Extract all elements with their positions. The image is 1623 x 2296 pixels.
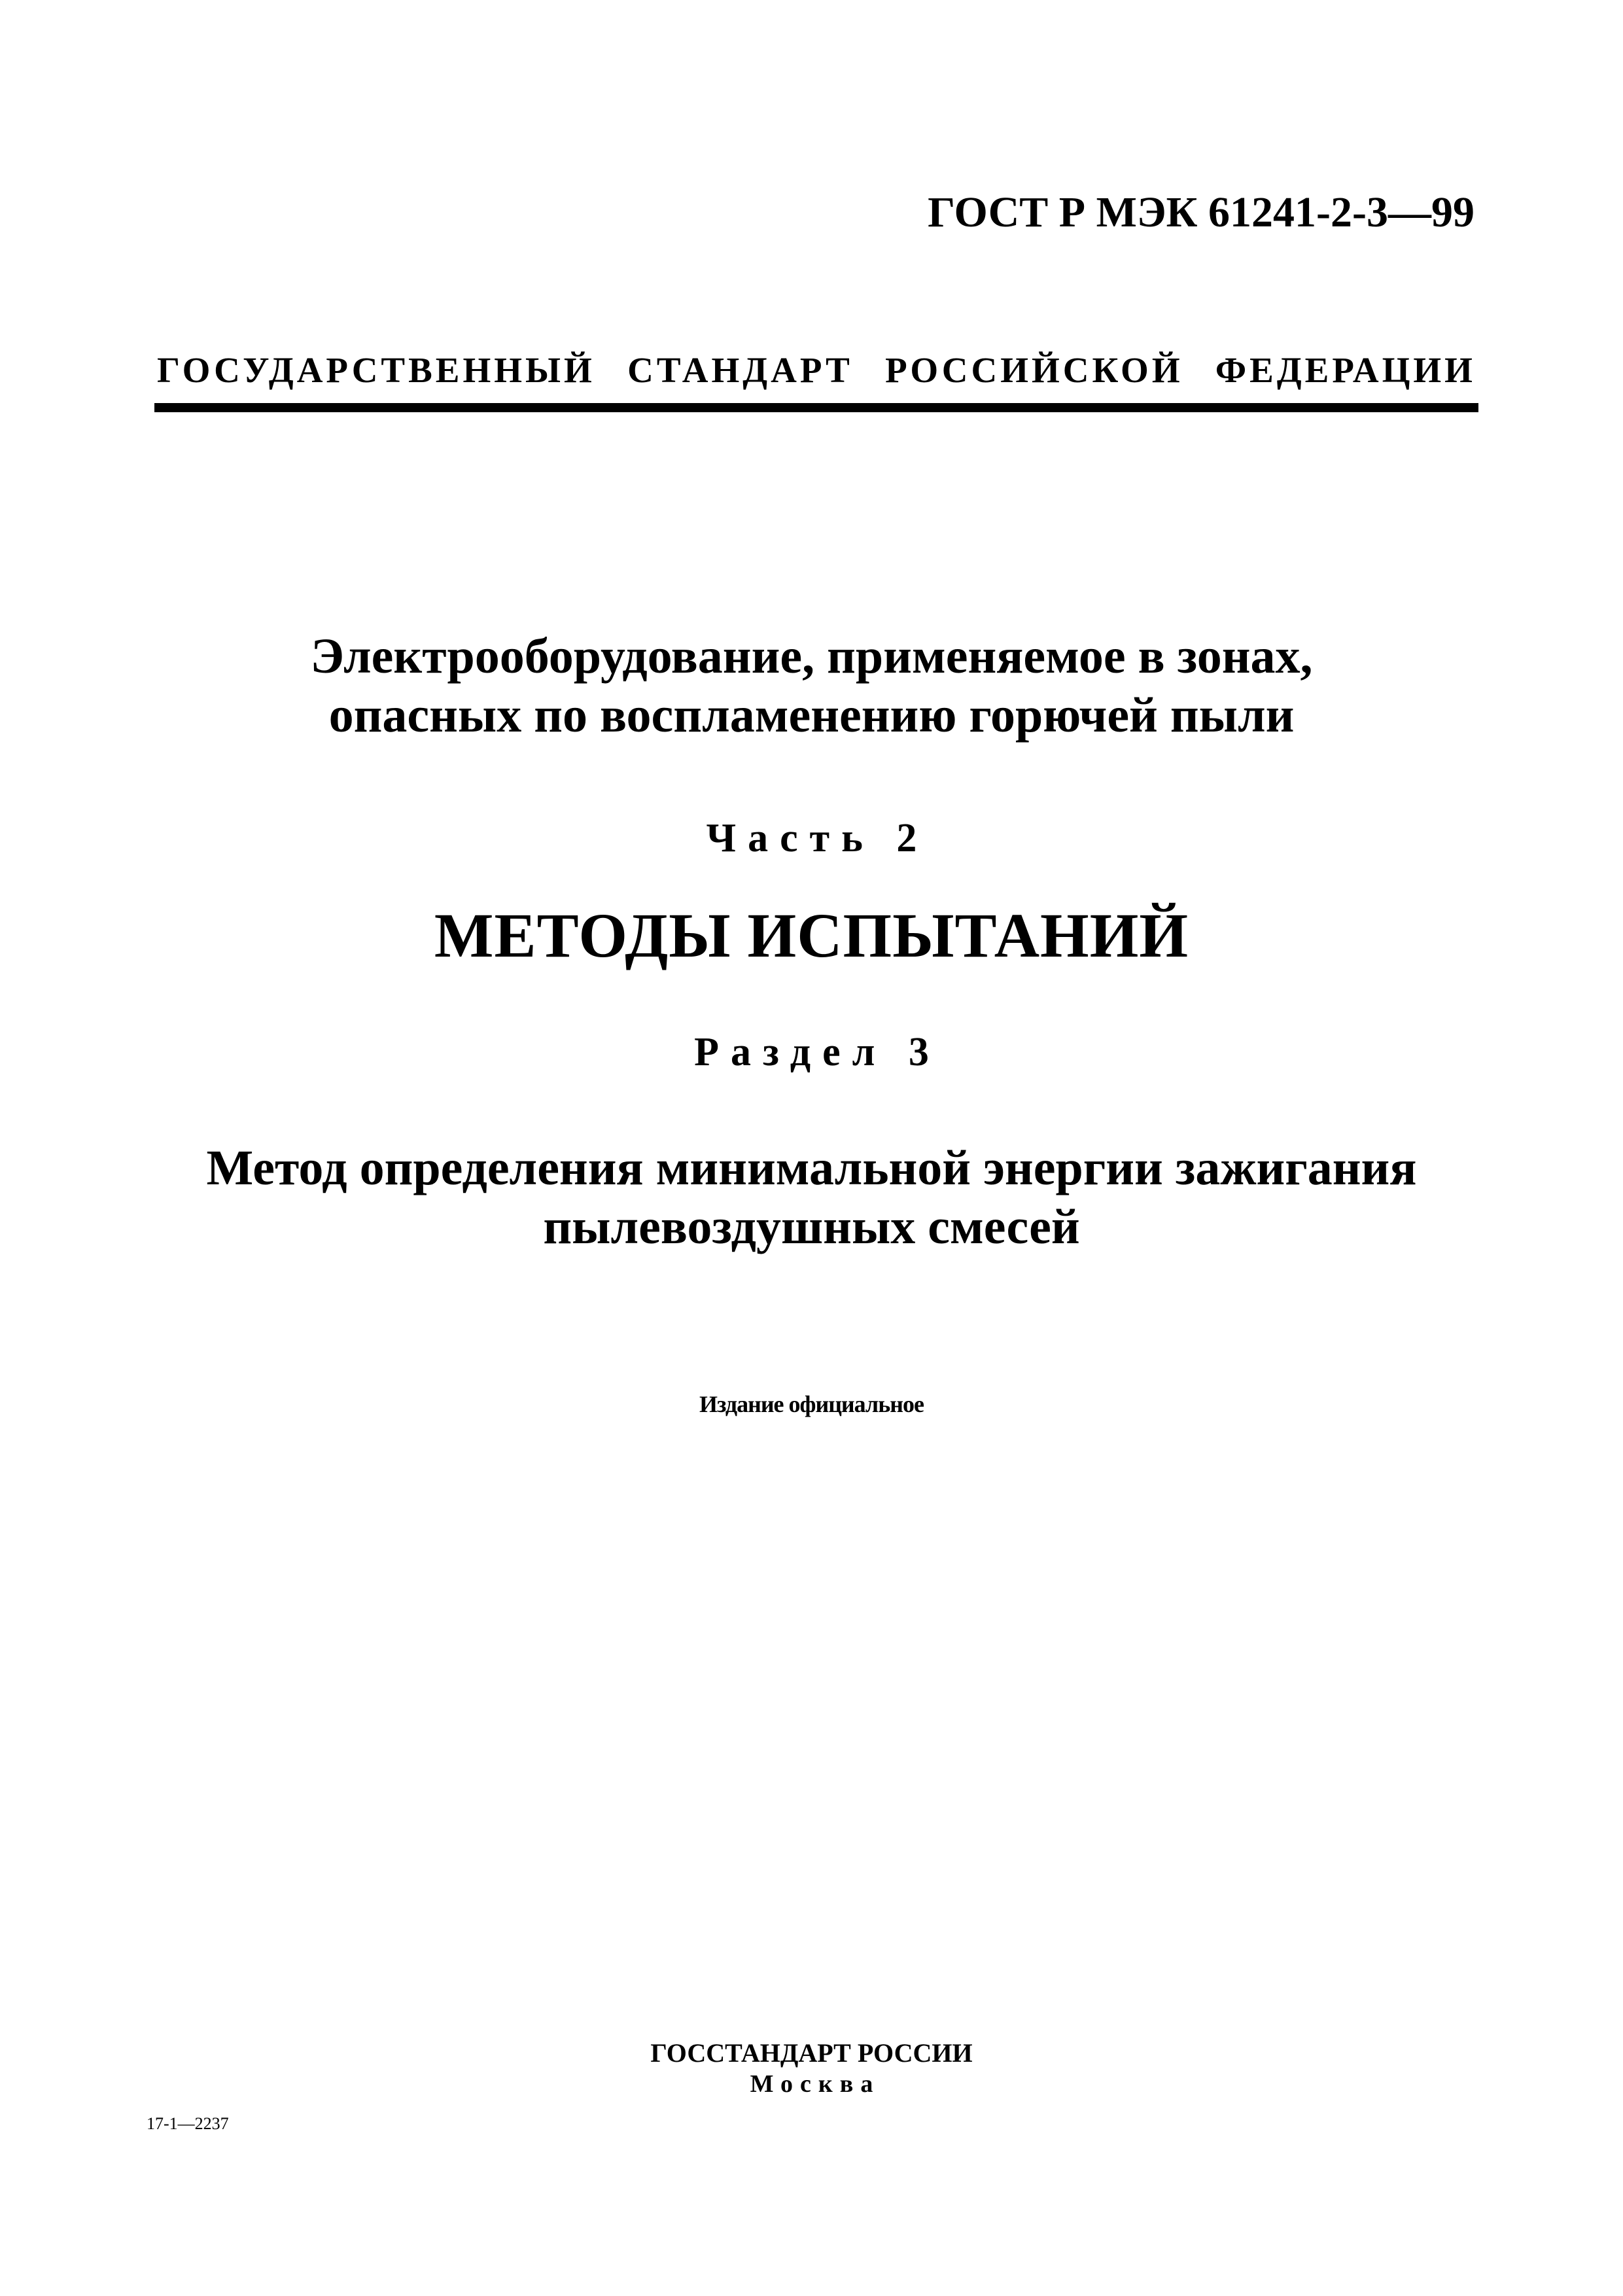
standard-header [157,352,1476,388]
standard-number: ГОСТ Р МЭК 61241-2-3—99 [928,188,1475,236]
section-title-line: Метод определения минимальной энергии зажигания [206,1140,1417,1195]
section-title-line: пылевоздушных смесей [543,1199,1080,1254]
publisher: ГОССТАНДАРТ РОССИИ [650,2038,973,2068]
header-word: ГОСУДАРСТВЕННЫЙ [157,350,595,390]
section-label: Раздел 3 [694,1030,941,1074]
print-code: 17-1—2237 [147,2114,229,2133]
document-title [0,627,1623,745]
header-word: РОССИЙСКОЙ [885,350,1183,390]
part-label: Часть 2 [706,816,929,860]
publication-city: Москва [750,2070,881,2098]
title-line: опасных по воспламенению горючей пыли [328,688,1295,743]
section-title [0,1139,1623,1256]
header-word: СТАНДАРТ [627,350,853,390]
title-line: Электрооборудование, применяемое в зонах, [310,629,1313,684]
header-divider [154,403,1478,412]
part-title: МЕТОДЫ ИСПЫТАНИЙ [434,900,1189,970]
edition-note: Издание официальное [699,1391,924,1417]
header-word: ФЕДЕРАЦИИ [1215,350,1476,390]
